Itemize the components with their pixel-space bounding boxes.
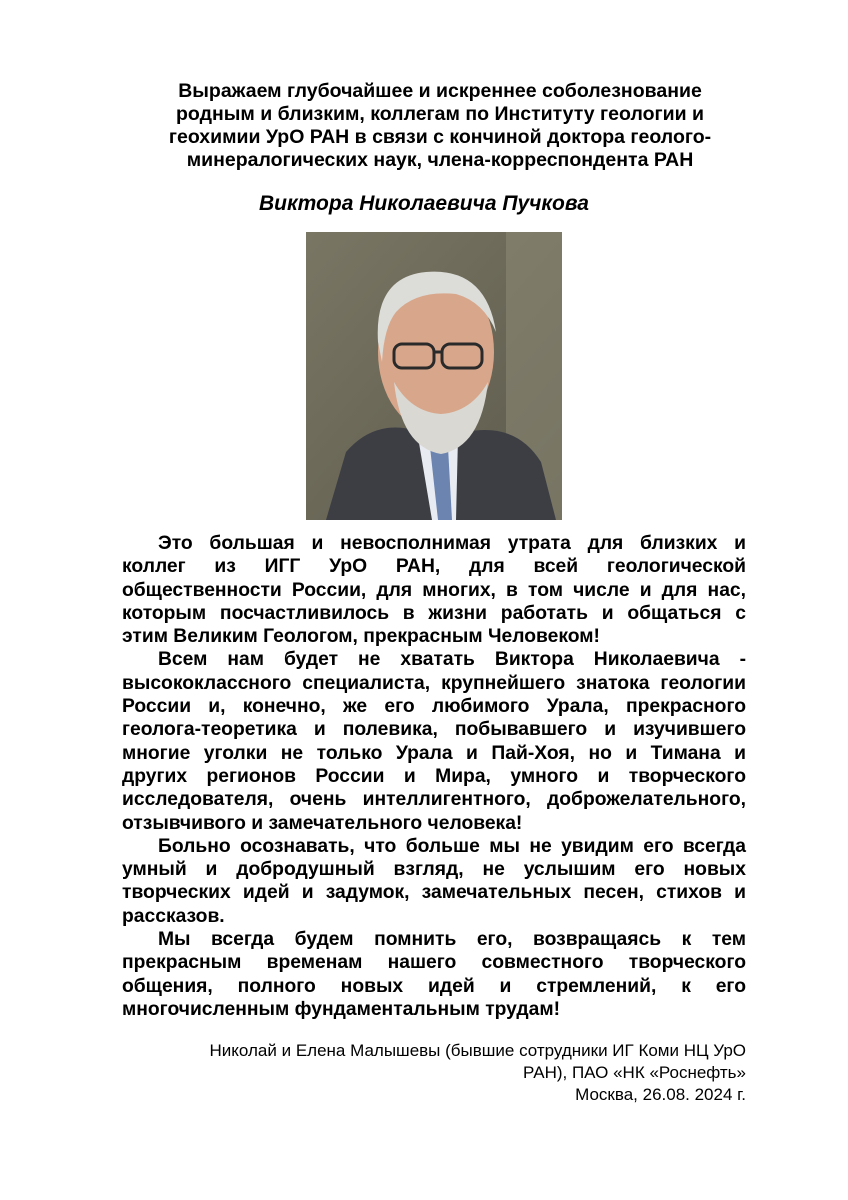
text-line: высококлассного специалиста, крупнейшего знатока геологии: [122, 672, 746, 694]
text-line: Мы всегда будем помнить его, возвращаясь к тем: [158, 929, 746, 951]
signature-line: Николай и Елена Малышевы (бывшие сотрудники ИГ Коми НЦ УрО: [209, 1041, 746, 1060]
text-line: прекрасным временам нашего совместного творческого: [122, 952, 746, 974]
text-line: геолога-теоретика и полевика, побывавшего и изучившего: [122, 719, 746, 741]
text-line: общения, полного новых идей и стремлений, к его: [122, 975, 746, 997]
text-line: исследователя, очень интеллигентного, доброжелательного,: [122, 789, 746, 811]
deceased-name: Виктора Николаевича Пучкова: [259, 192, 589, 215]
portrait-photo: [306, 232, 562, 520]
memorial-text: [122, 532, 746, 1021]
text-line: Это большая и невосполнимая утрата для близких и: [158, 533, 746, 554]
signature-date: Москва, 26.08. 2024 г.: [575, 1085, 746, 1104]
text-line: Больно осознавать, что больше мы не увидим его всегда: [158, 835, 746, 857]
text-line: отзывчивого и замечательного человека!: [122, 812, 523, 834]
signature-block: [140, 1040, 746, 1106]
condolence-heading: [145, 80, 735, 172]
text-line: многочисленным фундаментальным трудам!: [122, 998, 561, 1020]
heading-line: минералогических наук, члена-корреспондента РАН: [186, 149, 694, 171]
portrait-image: [306, 232, 562, 520]
text-line: умный и добродушный взгляд, не услышим его новых: [122, 859, 746, 881]
heading-line: родным и близким, коллегам по Институту геологии и: [176, 103, 704, 125]
signature-line: РАН), ПАО «НК «Роснефть»: [523, 1063, 746, 1082]
text-line: этим Великим Геологом, прекрасным Человеком!: [122, 626, 600, 648]
text-line: которым посчастливилось в жизни работать и общаться с: [122, 602, 746, 624]
text-line: других регионов России и Мира, умного и творческого: [122, 765, 746, 787]
text-line: Всем нам будет не хватать Виктора Николаевича -: [158, 649, 746, 671]
heading-line: геохимии УрО РАН в связи с кончиной доктора геолого-: [168, 126, 712, 148]
text-line: России и, конечно, же его любимого Урала, прекрасного: [122, 696, 746, 718]
text-line: многие уголки не только Урала и Пай-Хоя, но и Тимана и: [122, 742, 746, 764]
text-line: рассказов.: [122, 905, 225, 927]
text-line: общественности России, для многих, в том числе и для нас,: [122, 579, 746, 601]
text-line: коллег из ИГГ УрО РАН, для всей геологической: [122, 556, 746, 578]
heading-line: Выражаем глубочайшее и искреннее соболезнование: [178, 80, 702, 102]
text-line: творческих идей и задумок, замечательных песен, стихов и: [122, 882, 746, 904]
